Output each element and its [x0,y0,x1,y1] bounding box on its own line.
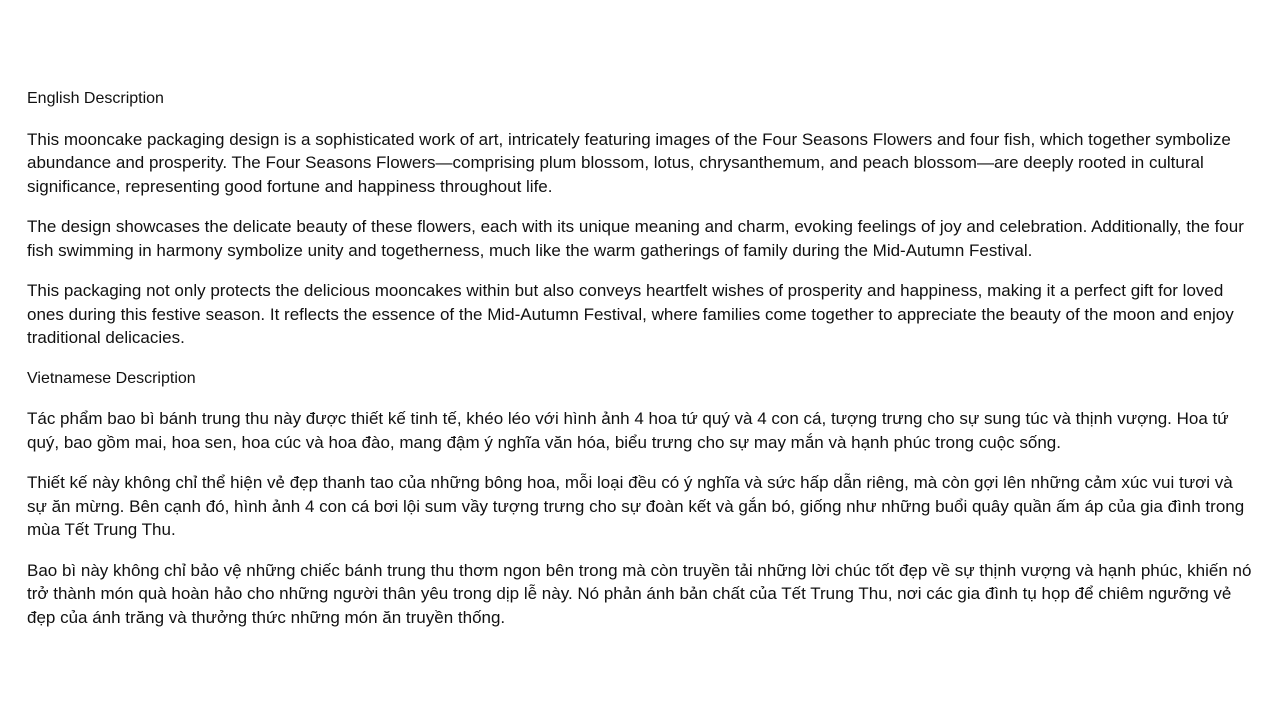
english-paragraph-1: This mooncake packaging design is a sophisticated work of art, intricately featuring images of the Four Seasons Flowers and four fish, which together symbolize abundance and prosperity. The Four Seasons Flowers—comprising plum blossom, lotus, chrysanthemum, and peach blossom—are deeply rooted in cultural significance, representing good fortune and happiness throughout life. [27,129,1231,196]
vietnamese-paragraph-1: Tác phẩm bao bì bánh trung thu này được thiết kế tinh tế, khéo léo với hình ảnh 4 hoa tứ quý và 4 con cá, tượng trưng cho sự sung túc và thịnh vượng. Hoa tứ quý, bao gồm mai, hoa sen, hoa cúc và hoa đào, mang đậm ý nghĩa văn hóa, biểu trưng cho sự may mắn và hạnh phúc trong cuộc sống. [27,409,1229,452]
vietnamese-paragraph-3: Bao bì này không chỉ bảo vệ những chiếc bánh trung thu thơm ngon bên trong mà còn truyền tải những lời chúc tốt đẹp về sự thịnh vượng và hạnh phúc, khiến nó trở thành món quà hoàn hảo cho những người thân yêu trong dịp lễ này. Nó phản ánh bản chất của Tết Trung Thu, nơi các gia đình tụ họp để chiêm ngưỡng vẻ đẹp của ánh trăng và thưởng thức những món ăn truyền thống. [27,560,1252,627]
english-paragraph-3: This packaging not only protects the delicious mooncakes within but also conveys heartfelt wishes of prosperity and happiness, making it a perfect gift for loved ones during this festive season. It reflects the essence of the Mid-Autumn Festival, where families come together to appreciate the beauty of the moon and enjoy traditional delicacies. [27,281,1234,347]
english-paragraph-2: The design showcases the delicate beauty of these flowers, each with its unique meaning and charm, evoking feelings of joy and celebration. Additionally, the four fish swimming in harmony symbolize unity and togetherness, much like the warm gatherings of family during the Mid-Autumn Festival. [27,217,1244,260]
vietnamese-paragraph-2: Thiết kế này không chỉ thể hiện vẻ đẹp thanh tao của những bông hoa, mỗi loại đều có ý nghĩa và sức hấp dẫn riêng, mà còn gợi lên những cảm xúc vui tươi và sự ăn mừng. Bên cạnh đó, hình ảnh 4 con cá bơi lội sum vầy tượng trưng cho sự đoàn kết và gắn bó, giống như những buổi quây quần ấm áp của gia đình trong mùa Tết Trung Thu. [27,473,1245,539]
section-heading-english-description: English Description [27,90,164,107]
section-heading-vietnamese-description: Vietnamese Description [27,369,196,387]
